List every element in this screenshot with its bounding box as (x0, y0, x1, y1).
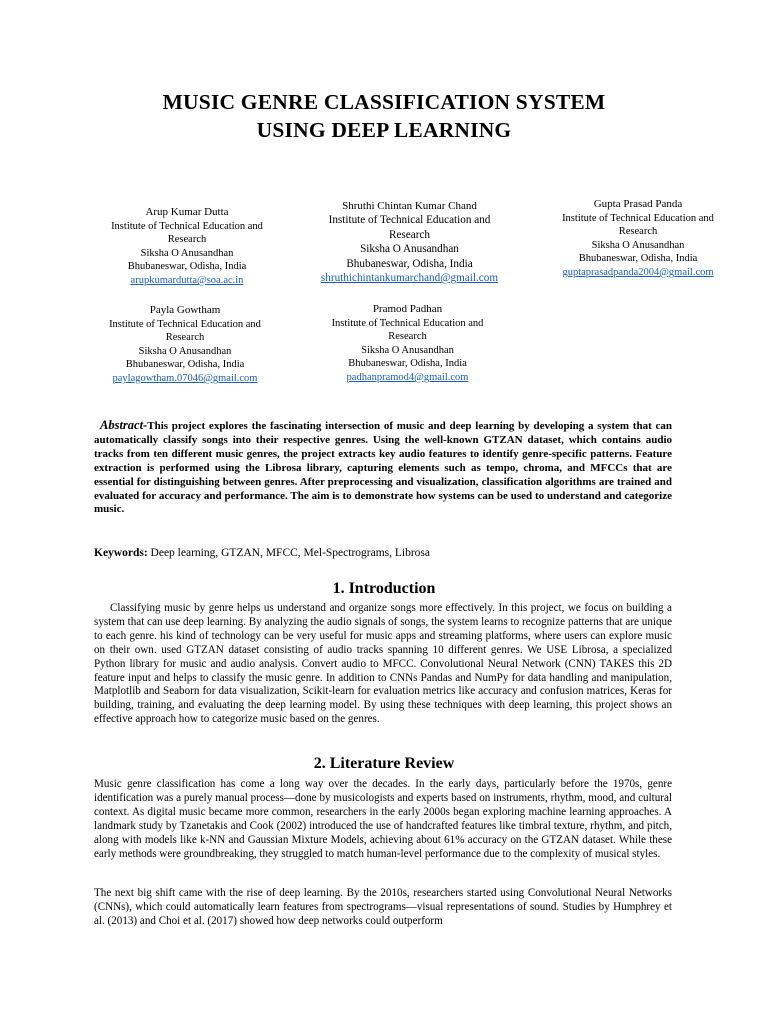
literature-paragraph-1: Music genre classification has come a long way over the decades. In the early days, particularly before the 1970s, genre identification was a purely manual process—done by musicologists and experts based on instruments, rhythm, mood, and cultural context. As digital music became more common, researchers in the early 2000s began exploring machine learning approaches. A landmark study by Tzanetakis and Cook (2002) introduced the use of handcrafted features like timbral texture, rhythm, and pitch, along with models like k-NN and Gaussian Mixture Models, achieving about 61% accuracy on the GTZAN dataset. While these early methods were groundbreaking, they struggled to match human-level performance due to the complexity of musical styles. (94, 778, 672, 860)
intro-text-2: Librosa, a specialized Python library for music and audio analysis. Convert audio to MFCC. Convolutional Neural Network (CNN) (94, 643, 672, 670)
author-email-link[interactable]: arupkumardutta@soa.ac.in (130, 274, 244, 286)
author-location: Bhubaneswar, Odisha, India (348, 358, 467, 370)
author-name: Gupta Prasad Panda (593, 198, 683, 210)
author-email-link[interactable]: guptaprasadpanda2004@gmail.com (562, 266, 714, 278)
author-email-link[interactable]: paylagowtham.07046@gmail.com (112, 372, 258, 384)
keywords-label: Keywords: (94, 547, 148, 559)
author-affiliation: Institute of Technical Education and (562, 212, 714, 224)
literature-paragraph-2: The next big shift came with the rise of deep learning. By the 2010s, researchers started using Convolutional Neural Networks (CNNs), which could automatically learn features from spectrograms—visual representations of sound. Studies by Humphrey et al. (2013) and Choi et al. (2017) showed how deep networks could outperform (94, 887, 672, 927)
intro-use-word: USE (546, 643, 568, 656)
author-block-4 (85, 304, 285, 386)
author-affiliation-cont: Research (165, 332, 205, 344)
abstract (94, 419, 672, 517)
author-name: Payla Gowtham (149, 304, 221, 316)
author-location: Bhubaneswar, Odisha, India (127, 261, 247, 273)
intro-takes-word: TAKES (599, 657, 635, 670)
author-affiliation: Institute of Technical Education and (109, 318, 261, 330)
title-line-1: MUSIC GENRE CLASSIFICATION SYSTEM (162, 90, 606, 114)
title-line-2: USING DEEP LEARNING (256, 118, 512, 142)
author-university: Siksha O Anusandhan (140, 247, 234, 259)
keywords (94, 546, 674, 560)
author-university: Siksha O Anusandhan (591, 239, 685, 251)
author-affiliation-cont: Research (388, 331, 427, 343)
author-university: Siksha O Anusandhan (361, 344, 454, 356)
introduction-paragraph (94, 602, 672, 727)
paper-title (0, 88, 768, 144)
author-affiliation: Institute of Technical Education and (111, 220, 263, 232)
author-block-1 (92, 206, 282, 288)
author-university: Siksha O Anusandhan (138, 345, 232, 357)
section-heading-introduction: 1. Introduction (332, 580, 436, 597)
author-university: Siksha O Anusandhan (360, 243, 459, 256)
author-affiliation: Institute of Technical Education and (331, 317, 484, 329)
author-location: Bhubaneswar, Odisha, India (346, 257, 473, 270)
author-affiliation-cont: Research (167, 234, 207, 246)
author-email-link[interactable]: shruthichintankumarchand@gmail.com (320, 272, 499, 285)
author-location: Bhubaneswar, Odisha, India (578, 253, 698, 265)
author-name: Arup Kumar Dutta (145, 206, 229, 218)
author-email-link[interactable]: padhanpramod4@gmail.com (346, 371, 469, 383)
author-affiliation: Institute of Technical Education and (328, 214, 491, 227)
abstract-text: This project explores the fascinating intersection of music and deep learning by developing a system that can automatically classify songs into their respective genres. Using the well-known GTZAN dataset, which contains audio tracks from ten different music genres, the project extracts key audio features to identify genre-specific patterns. Feature extraction is performed using the Librosa library, capturing elements such as tempo, chroma, and MFCCs that are essential for distinguishing between genres. After preprocessing and visualization, classification algorithms are trained and evaluated for accuracy and performance. The aim is to demonstrate how systems can be used to understand and categorize music. (94, 420, 672, 516)
abstract-label: Abstract- (100, 418, 148, 432)
author-affiliation-cont: Research (618, 226, 658, 238)
intro-text-3: this 2D feature input and helps to classify the music genre. In addition to CNNs Pandas and NumPy for data handling and manipulation, Matplotlib and Seaborn for data visualization, Scikit-learn for evaluation metrics like accuracy and confusion matrices, Keras for building, training, and evaluating the deep learning model. By using these techniques with deep learning, this project shows an effective approach how to categorize music based on the genres. (94, 657, 672, 726)
intro-text-1: Classifying music by genre helps us understand and organize songs more effectively. In this project, we focus on building a system that can use deep learning. By analyzing the audio signals of songs, the system learns to recognize patterns that are unique to each genre. his kind of technology can be very useful for music apps and streaming platforms, where users can explore music on their own. used GTZAN dataset consisting of audio tracks spanning 10 different genres. We (94, 602, 672, 656)
author-block-2 (302, 199, 517, 285)
author-name: Shruthi Chintan Kumar Chand (342, 200, 477, 212)
author-location: Bhubaneswar, Odisha, India (125, 359, 245, 371)
keywords-text: Deep learning, GTZAN, MFCC, Mel-Spectrograms, Librosa (147, 547, 431, 559)
author-affiliation-cont: Research (389, 228, 430, 241)
author-block-5 (305, 303, 510, 385)
author-name: Pramod Padhan (372, 303, 443, 315)
author-block-3 (538, 198, 738, 280)
section-heading-literature-review: 2. Literature Review (313, 755, 455, 772)
